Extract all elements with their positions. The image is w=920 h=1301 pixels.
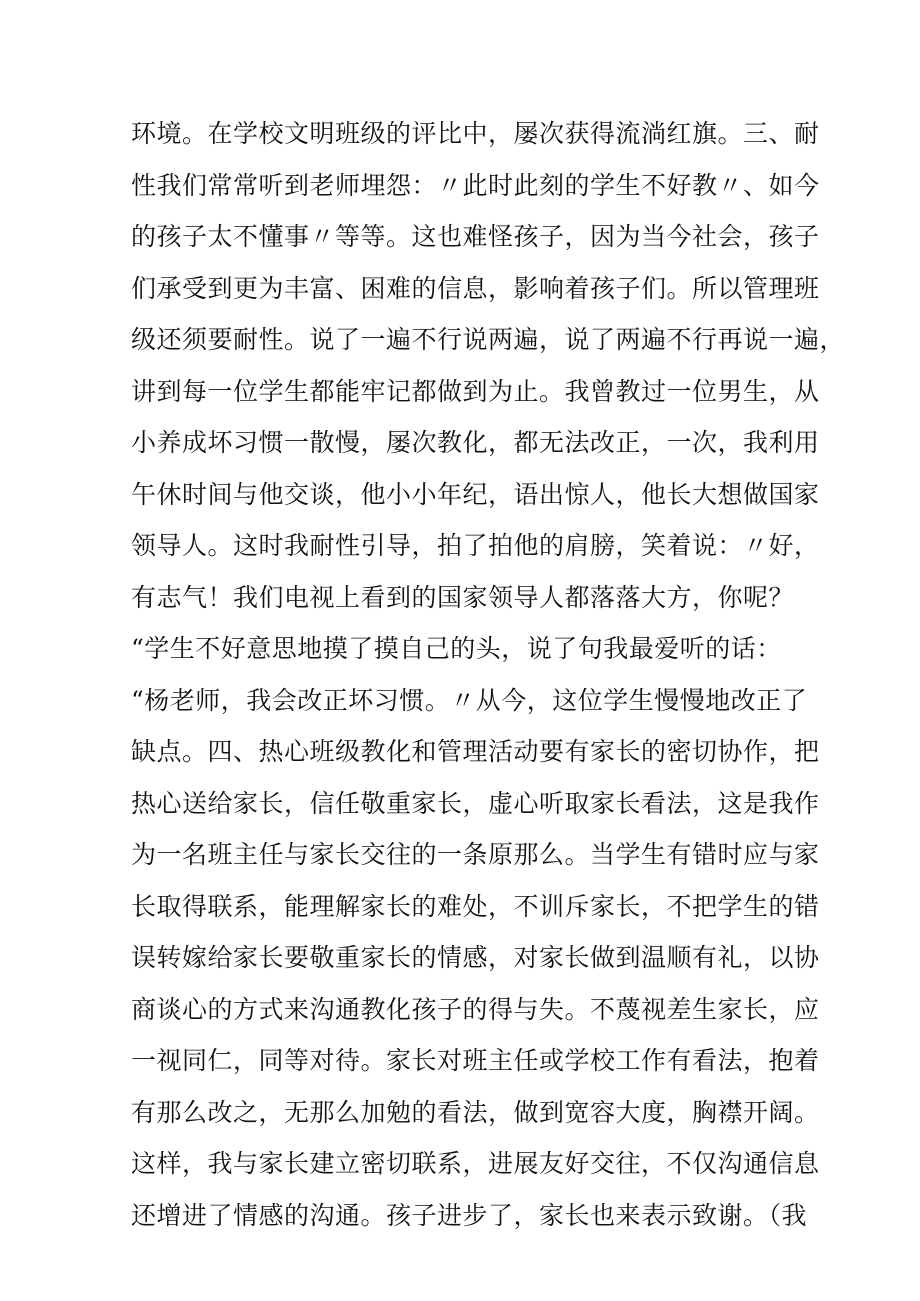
text-line: 领导人。这时我耐性引导，拍了拍他的肩膀，笑着说：〃好， [131,531,820,560]
text-line: 为一名班主任与家长交往的一条原那么。当学生有错时应与家 [131,840,820,869]
text-line: 长取得联系，能理解家长的难处，不训斥家长，不把学生的错 [131,891,820,921]
text-line: 午休时间与他交谈，他小小年纪，语出惊人，他长大想做国家 [131,479,820,509]
text-line: “学生不好意思地摸了摸自己的头，说了句我最爱听的话： [131,634,782,663]
text-line: 一视同仁，同等对待。家长对班主任或学校工作有看法，抱着 [131,1046,820,1075]
text-line: 性我们常常听到老师埋怨：〃此时此刻的学生不好教〃、如今 [131,170,820,200]
text-line: 热心送给家长，信任敬重家长，虚心听取家长看法，这是我作 [131,788,820,818]
body-text [131,108,846,1241]
text-line: 级还须要耐性。说了一遍不行说两遍，说了两遍不行再说一遍， [131,325,846,354]
text-line: 环境。在学校文明班级的评比中，屡次获得流淌红旗。三、耐 [131,119,820,148]
text-line: 商谈心的方式来沟通教化孩子的得与失。不蔑视差生家长，应 [131,994,820,1024]
text-line: 的孩子太不懂事〃等等。这也难怪孩子，因为当今社会，孩子 [131,222,820,251]
text-line: 这样，我与家长建立密切联系，进展友好交往，不仅沟通信息 [131,1149,820,1178]
text-line: “杨老师，我会改正坏习惯。〃从今，这位学生慢慢地改正了 [131,685,808,715]
text-line: 有那么改之，无那么加勉的看法，做到宽容大度，胸襟开阔。 [131,1097,820,1127]
text-line: 小养成坏习惯一散慢，屡次教化，都无法改正，一次，我利用 [131,428,820,457]
text-line: 讲到每一位学生都能牢记都做到为止。我曾教过一位男生，从 [131,376,820,406]
text-line: 误转嫁给家长要敬重家长的情感，对家长做到温顺有礼，以协 [131,943,820,972]
text-line: 缺点。四、热心班级教化和管理活动要有家长的密切协作，把 [131,737,820,766]
text-line: 有志气！我们电视上看到的国家领导人都落落大方，你呢？ [131,582,795,612]
text-line: 还增进了情感的沟通。孩子进步了，家长也来表示致谢。（我 [131,1200,808,1230]
text-line: 们承受到更为丰富、困难的信息，影响着孩子们。所以管理班 [131,273,820,303]
